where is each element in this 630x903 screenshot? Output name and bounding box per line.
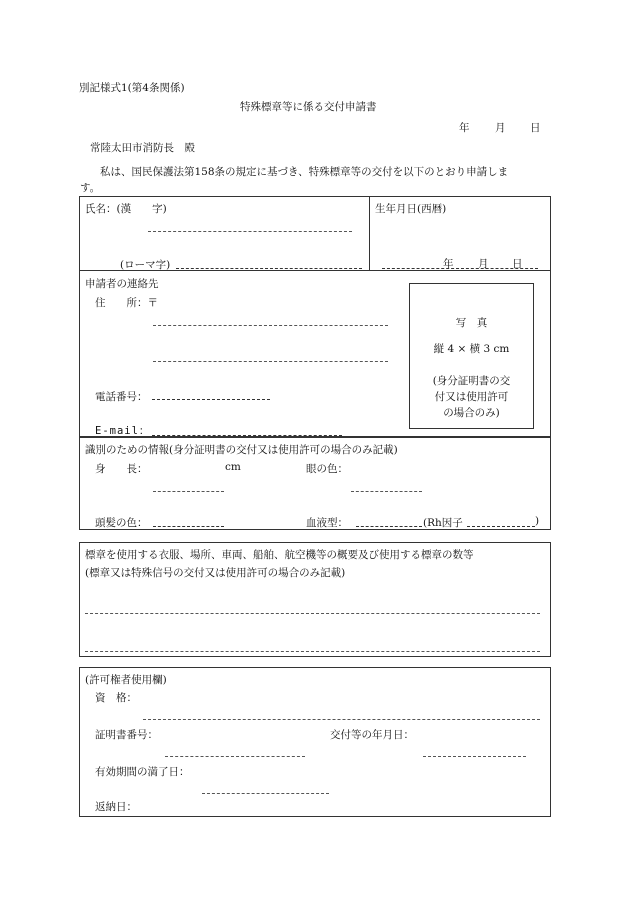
column-divider [369, 196, 370, 270]
photo-title: 写 真 [455, 317, 488, 329]
rh-factor-field[interactable] [467, 526, 535, 527]
birthdate-label: 生年月日(西暦) [375, 203, 447, 215]
eye-color-label: 眼の色： [306, 463, 348, 475]
height-label: 身 長： [95, 463, 148, 475]
height-field[interactable] [153, 491, 224, 492]
expiry-date-field[interactable] [202, 793, 329, 794]
addressee: 常陸太田市消防長 殿 [90, 142, 195, 154]
photo-box [409, 283, 534, 429]
issue-date-label: 交付等の年月日： [330, 729, 414, 741]
certificate-number-field[interactable] [165, 756, 305, 757]
blood-type-field[interactable] [356, 526, 422, 527]
email-label: E-mail： [95, 425, 151, 437]
address-field-line-1[interactable] [153, 325, 388, 326]
photo-note-2: 付又は使用許可 [434, 391, 509, 403]
name-romaji-label: (ローマ字) [120, 259, 171, 271]
qualification-label: 資 格： [95, 692, 137, 704]
blood-type-label: 血液型： [306, 517, 348, 529]
usage-field-line-2[interactable] [85, 651, 540, 652]
photo-size: 縦 4 × 横 3 cm [433, 343, 510, 355]
certificate-number-label: 証明書番号： [95, 729, 158, 741]
phone-label: 電話番号： [95, 391, 148, 403]
height-unit: cm [225, 461, 241, 473]
photo-note-3: の場合のみ) [443, 407, 500, 419]
date-month-label: 月 [495, 122, 506, 134]
admin-title: (許可権者使用欄) [85, 674, 167, 686]
identification-title: 識別のための情報(身分証明書の交付又は使用許可の場合のみ記載) [85, 444, 398, 456]
photo-note-1: (身分証明書の交 [432, 375, 511, 387]
form-title: 特殊標章等に係る交付申請書 [240, 101, 377, 113]
rh-factor-label: (Rh因子 [423, 517, 463, 529]
return-date-label: 返納日： [95, 801, 137, 813]
birth-day-label: 日 [512, 258, 523, 270]
eye-color-field[interactable] [351, 491, 422, 492]
usage-field-line-1[interactable] [85, 613, 540, 614]
address-field-line-2[interactable] [153, 361, 388, 362]
expiry-date-label: 有効期間の満了日： [95, 766, 190, 778]
hair-color-field[interactable] [153, 526, 224, 527]
form-reference: 別記様式1(第4条関係) [79, 82, 185, 94]
address-label: 住 所：〒 [95, 297, 158, 309]
rh-factor-close: ) [535, 515, 540, 527]
name-kanji-label: 氏名：(漢 字) [85, 203, 167, 215]
name-kanji-field[interactable] [148, 231, 352, 232]
date-year-label: 年 [459, 122, 470, 134]
email-field[interactable] [152, 435, 342, 436]
name-romaji-field[interactable] [176, 268, 362, 269]
birth-month-label: 月 [478, 258, 489, 270]
intro-line-2: す。 [80, 182, 101, 194]
contact-section-title: 申請者の連絡先 [85, 278, 159, 290]
qualification-field[interactable] [143, 719, 540, 720]
intro-line-1: 私は、国民保護法第158条の規定に基づき、特殊標章等の交付を以下のとおり申請しま [100, 166, 509, 178]
issue-date-field[interactable] [423, 756, 526, 757]
phone-field[interactable] [152, 399, 270, 400]
usage-line-2: (標章又は特殊信号の交付又は使用許可の場合のみ記載) [85, 567, 346, 579]
admin-section [79, 667, 551, 817]
hair-color-label: 頭髪の色： [95, 517, 148, 529]
usage-line-1: 標章を使用する衣服、場所、車両、船舶、航空機等の概要及び使用する標章の数等 [85, 549, 474, 561]
date-day-label: 日 [530, 122, 541, 134]
birth-year-label: 年 [443, 258, 454, 270]
